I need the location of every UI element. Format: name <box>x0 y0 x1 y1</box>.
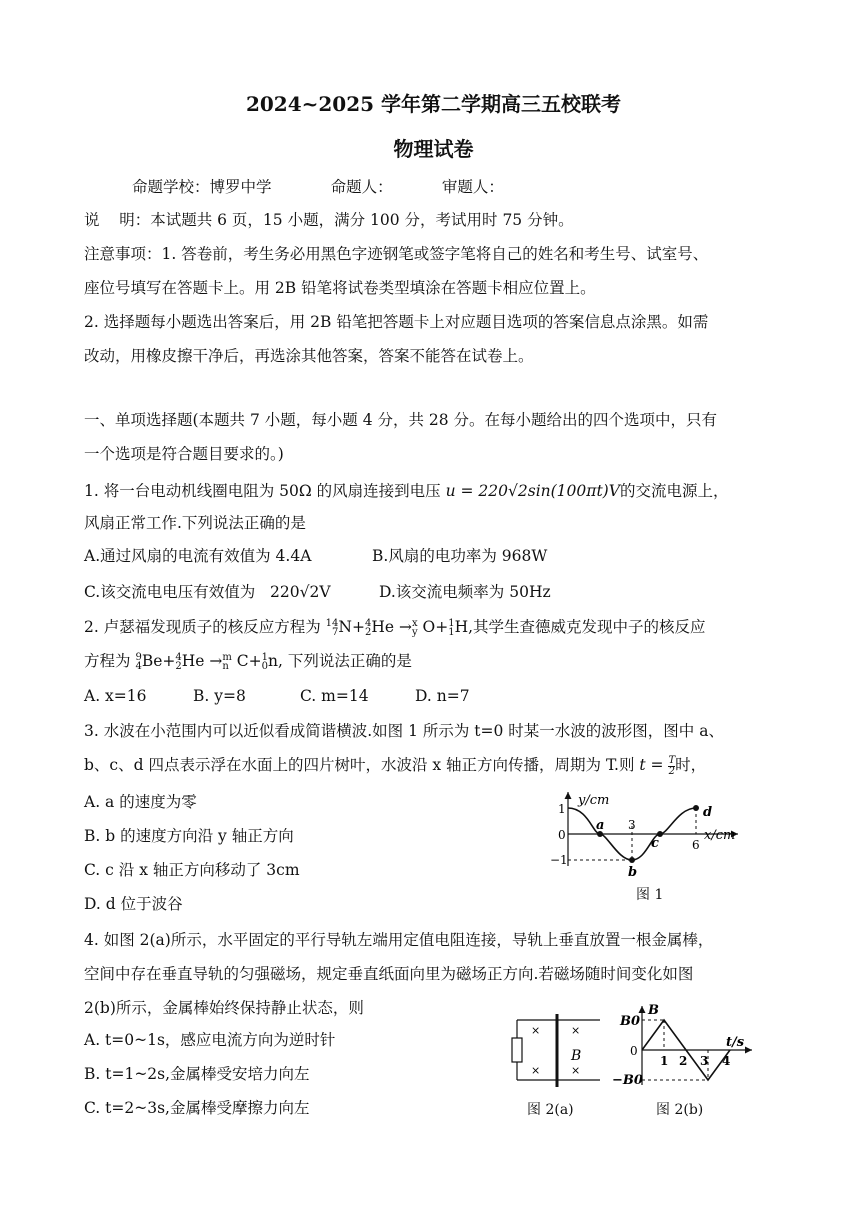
tick-x3: 3 <box>628 818 636 832</box>
b-field-label: B <box>571 1048 582 1064</box>
point-d <box>693 805 699 811</box>
exam-title: 2024~2025 学年第二学期高三五校联考 <box>245 92 622 116</box>
q3-stem-text: 时， <box>675 756 707 774</box>
b-field-cross: × <box>571 1024 581 1037</box>
q3-time-formula: t = $\frac{T}{2}$ <box>639 754 676 777</box>
q2-equation-1: 14 7N+4 2He →x y O+1 1H <box>325 618 469 638</box>
q1-option-a: A.通过风扇的电流有效值为 4.4A <box>84 547 312 565</box>
q2-option-a: A. x=16 <box>84 687 147 705</box>
q2-stem-text: ,其学生查德威克发现中子的核反应 <box>468 618 706 636</box>
b-field-cross: × <box>531 1064 541 1077</box>
b-axis-label: B <box>648 1003 659 1018</box>
q2-equation-2: 9 4Be+4 2He →m n C+1 0n <box>135 652 278 672</box>
y-axis-label: y/cm <box>578 793 610 808</box>
q4-option-a: A. t=0~1s，感应电流方向为逆时针 <box>84 1031 336 1049</box>
label-c: c <box>651 836 659 851</box>
resistor <box>512 1038 522 1062</box>
tick-t3: 3 <box>700 1054 709 1068</box>
figure-2a-circuit <box>505 1012 605 1092</box>
tick-origin: 0 <box>630 1044 638 1058</box>
tick-x6: 6 <box>692 838 700 852</box>
instructions-line: 说 明：本试题共 6 页，15 小题，满分 100 分，考试用时 75 分钟。 <box>84 211 574 229</box>
q4-option-b: B. t=1~2s,金属棒受安培力向左 <box>84 1065 310 1083</box>
exam-subtitle: 物理试卷 <box>393 137 474 161</box>
tick-t4: 4 <box>722 1054 731 1068</box>
tick-b0: B0 <box>620 1014 641 1029</box>
instructions-line: 2. 选择题每小题选出答案后，用 2B 铅笔把答题卡上对应题目选项的答案信息点涂黑。如需 <box>84 313 709 331</box>
exam-meta: 命题学校：博罗中学 命题人： 审题人： <box>132 178 504 196</box>
t-axis-label: t/s <box>726 1035 745 1050</box>
q2-stem-text: 2. 卢瑟福发现质子的核反应方程为 <box>84 618 321 636</box>
tick-neg-b0: −B0 <box>612 1073 643 1088</box>
q1-stem-text: 的交流电源上， <box>619 482 729 500</box>
q1-option-d: D.该交流电频率为 50Hz <box>379 583 551 601</box>
q1-option-c: C.该交流电电压有效值为 220√2V <box>84 583 331 601</box>
q2-option-d: D. n=7 <box>415 687 470 705</box>
section-heading: 一、单项选择题(本题共 7 小题，每小题 4 分，共 28 分。在每小题给出的四个选项中，只有 <box>84 411 718 429</box>
instructions-line: 改动，用橡皮擦干净后，再选涂其他答案，答案不能答在试卷上。 <box>84 347 534 365</box>
question-3-stem-line2 <box>84 755 706 777</box>
q3-stem-text: b、c、d 四点表示浮在水面上的四片树叶，水波沿 x 轴正方向传播，周期为 T.则 <box>84 756 635 774</box>
label-d: d <box>703 805 713 820</box>
point-b <box>629 857 635 863</box>
b-field-cross: × <box>531 1024 541 1037</box>
q3-option-c: C. c 沿 x 轴正方向移动了 3cm <box>84 861 300 879</box>
q3-option-a: A. a 的速度为零 <box>84 793 197 811</box>
figure-2b-caption: 图 2(b) <box>656 1102 704 1118</box>
q1-stem-text: 1. 将一台电动机线圈电阻为 50Ω 的风扇连接到电压 <box>84 482 441 500</box>
tick-origin: 0 <box>558 828 566 842</box>
x-axis-label: x/cm <box>704 828 736 843</box>
tick-t1: 1 <box>660 1054 669 1068</box>
q2-stem-text: 方程为 <box>84 652 131 670</box>
figure-1-caption: 图 1 <box>636 887 664 903</box>
instructions-line: 座位号填写在答题卡上。用 2B 铅笔将试卷类型填涂在答题卡相应位置上。 <box>84 279 596 297</box>
question-1-stem <box>84 481 728 501</box>
tick-t2: 2 <box>679 1054 688 1068</box>
q4-option-c: C. t=2~3s,金属棒受摩擦力向左 <box>84 1099 310 1117</box>
q3-option-d: D. d 位于波谷 <box>84 895 183 913</box>
q1-stem-line2: 风扇正常工作.下列说法正确的是 <box>84 514 306 532</box>
q3-stem-line1: 3. 水波在小范围内可以近似看成简谐横波.如图 1 所示为 t=0 时某一水波的波形图，图中 a、 <box>84 722 724 740</box>
tick-y-neg: −1 <box>550 853 568 867</box>
question-2-stem <box>84 617 706 637</box>
figure-2a-caption: 图 2(a) <box>527 1102 574 1118</box>
q3-option-b: B. b 的速度方向沿 y 轴正方向 <box>84 827 294 845</box>
q1-option-b: B.风扇的电功率为 968W <box>372 547 548 565</box>
q4-stem-line3: 2(b)所示，金属棒始终保持静止状态，则 <box>84 999 364 1017</box>
q1-formula: u = 220√2sin(100πt)V <box>445 482 620 500</box>
tick-y-pos: 1 <box>558 802 566 816</box>
q2-stem-text: , 下列说法正确的是 <box>278 652 412 670</box>
instructions-line: 注意事项：1. 答卷前，考生务必用黑色字迹钢笔或签字笔将自己的姓名和考生号、试室号、 <box>84 245 709 263</box>
q4-stem-line2: 空间中存在垂直导轨的匀强磁场，规定垂直纸面向里为磁场正方向.若磁场随时间变化如图 <box>84 965 694 983</box>
q2-option-b: B. y=8 <box>193 687 246 705</box>
q4-stem-line1: 4. 如图 2(a)所示，水平固定的平行导轨左端用定值电阻连接，导轨上垂直放置一根金属棒， <box>84 931 714 949</box>
b-field-cross: × <box>571 1064 581 1077</box>
q2-option-c: C. m=14 <box>300 687 369 705</box>
label-a: a <box>596 818 605 833</box>
figure-2b-graph <box>612 1000 762 1100</box>
label-b: b <box>628 865 638 880</box>
section-heading: 一个选项是符合题目要求的。) <box>84 445 284 463</box>
question-2-stem-line2 <box>84 651 412 671</box>
